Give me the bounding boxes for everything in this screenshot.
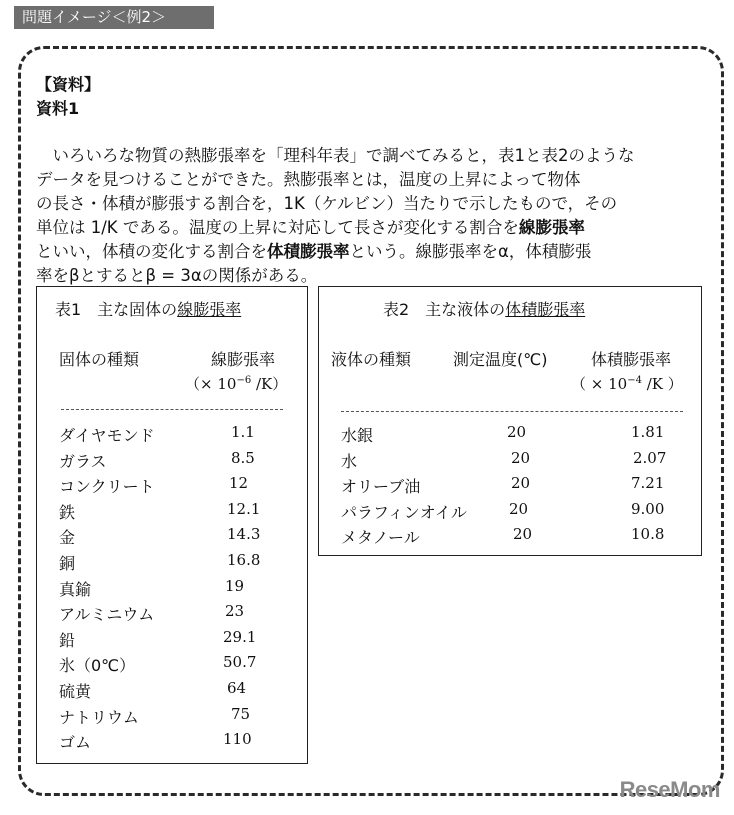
solid-value: 16.8 xyxy=(227,550,261,569)
para-part-bold: 体積膨張率 xyxy=(267,242,350,261)
solid-value: 19 xyxy=(225,576,245,595)
solid-value: 8.5 xyxy=(231,448,255,467)
liquid-value: 10.8 xyxy=(631,525,665,544)
table2-caption-prefix: 表2 主な液体の xyxy=(383,300,506,319)
resemom-logo: ReseMom xyxy=(619,777,720,802)
solid-name: 鉄 xyxy=(59,502,76,522)
example-tag: 問題イメージ＜例2＞ xyxy=(14,6,214,29)
solid-value: 1.1 xyxy=(231,423,255,441)
solid-value: 64 xyxy=(227,678,247,697)
table-row xyxy=(59,730,299,756)
table2-caption-underlined: 体積膨張率 xyxy=(505,300,586,319)
liquid-temp: 20 xyxy=(511,448,531,467)
liquid-temp: 20 xyxy=(511,474,531,493)
solid-value: 23 xyxy=(225,602,245,621)
table-row xyxy=(59,602,299,628)
table1-caption xyxy=(55,297,241,320)
liquid-value: 2.07 xyxy=(633,448,667,467)
solid-name: 金 xyxy=(59,528,76,548)
liquid-name: 水銀 xyxy=(341,426,374,445)
solid-name: コンクリート xyxy=(59,477,155,497)
table-row xyxy=(59,679,299,705)
liquid-temp: 20 xyxy=(513,525,533,544)
solid-name: ガラス xyxy=(59,451,107,471)
table1-unit-open: （× 10 xyxy=(185,375,237,393)
solid-value: 12.1 xyxy=(227,499,261,518)
liquid-name: 水 xyxy=(341,451,358,471)
table2-separator xyxy=(341,411,683,412)
liquid-temp: 20 xyxy=(509,499,529,518)
solid-name: 真鍮 xyxy=(59,579,92,599)
para-part-bold: 線膨張率 xyxy=(518,218,585,237)
liquid-value: 7.21 xyxy=(631,474,665,493)
table1-caption-prefix: 表1 主な固体の xyxy=(55,300,178,319)
liquid-name: オリーブ油 xyxy=(341,477,421,497)
table2-col1-header: 液体の種類 xyxy=(331,350,412,369)
solid-value: 110 xyxy=(223,730,252,749)
solid-name: ダイヤモンド xyxy=(59,426,155,445)
solid-name: 鉛 xyxy=(59,630,76,650)
para-part: という。線膨張率をα，体積膨張 率をβとするとβ = 3αの関係がある。 xyxy=(36,242,592,285)
table2-unit-exp: −4 xyxy=(627,375,642,386)
solid-name: ゴム xyxy=(59,733,92,753)
liquid-value: 1.81 xyxy=(631,423,665,441)
solid-value: 29.1 xyxy=(223,627,257,646)
solid-name: アルミニウム xyxy=(59,605,155,625)
solid-name: 硫黄 xyxy=(59,681,92,701)
table1-rows xyxy=(59,423,299,756)
table2-unit-close: /K ） xyxy=(641,375,683,393)
table1-unit-exp: −6 xyxy=(236,375,252,386)
table-row xyxy=(59,449,299,475)
liquid-name: パラフィンオイル xyxy=(341,502,467,522)
description-paragraph xyxy=(36,120,716,288)
table2-unit-open: （ × 10 xyxy=(571,375,628,393)
para-part: いろいろな物質の熱膨張率を「理科年表」で調べてみると，表1と表2のような データを見つけることができた。熱膨張率とは，温度の上昇によって物体 の長さ・体積が膨張する割合を，1K（ケルビン）当たりで示したもので，その 単位は 1/K である。温度の上昇に対応して長さが変化する割合を xyxy=(36,146,635,237)
section-bracket-title: 【資料】 xyxy=(36,75,101,94)
table-row xyxy=(341,525,691,551)
table-row xyxy=(59,577,299,603)
para-part: といい，体積の変化する割合を xyxy=(36,242,267,261)
table-row xyxy=(341,423,691,449)
solid-value: 75 xyxy=(231,704,251,723)
solid-value: 14.3 xyxy=(227,525,261,544)
table1-separator xyxy=(61,409,283,410)
table-liquids xyxy=(318,286,702,556)
table1-col2-header: 線膨張率 xyxy=(211,350,276,369)
table-row xyxy=(59,551,299,577)
solid-name: 銅 xyxy=(59,553,76,573)
table-solids xyxy=(36,286,308,764)
table2-col2-header: 測定温度(℃) xyxy=(453,350,548,369)
table-row xyxy=(59,525,299,551)
table2-rows xyxy=(341,423,691,551)
table1-col1-header: 固体の種類 xyxy=(59,350,140,369)
table1-unit xyxy=(185,373,287,394)
table2-unit xyxy=(571,373,683,394)
table-row xyxy=(59,423,299,449)
table2-col3-header: 体積膨張率 xyxy=(591,350,672,369)
table-row xyxy=(341,500,691,526)
solid-value: 50.7 xyxy=(223,653,257,672)
table-row xyxy=(59,705,299,731)
table-row xyxy=(59,474,299,500)
table-row xyxy=(59,628,299,654)
table-row xyxy=(341,449,691,475)
table1-caption-underlined: 線膨張率 xyxy=(177,300,242,319)
table1-unit-close: /K） xyxy=(251,375,288,393)
table-row xyxy=(341,474,691,500)
solid-value: 12 xyxy=(229,474,249,493)
table-row xyxy=(59,653,299,679)
liquid-name: メタノール xyxy=(341,528,420,548)
solid-name: 氷（0℃） xyxy=(59,656,136,676)
table2-caption xyxy=(383,297,585,320)
section-subtitle: 資料1 xyxy=(36,99,80,118)
table-row xyxy=(59,500,299,526)
liquid-value: 9.00 xyxy=(631,499,665,518)
liquid-temp: 20 xyxy=(507,423,527,441)
solid-name: ナトリウム xyxy=(59,707,139,727)
